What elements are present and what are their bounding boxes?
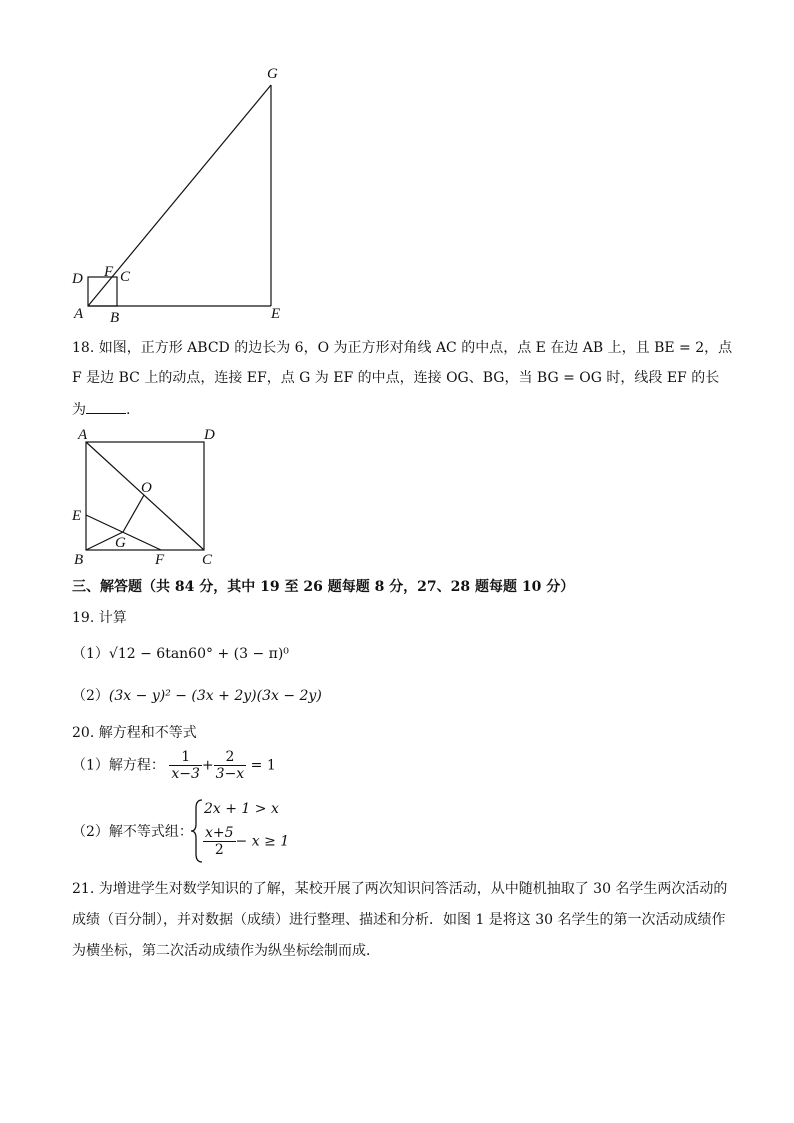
q18-line2: F 是边 BC 上的动点，连接 EF，点 G 为 EF 的中点，连接 OG、BG，当 BG = OG 时，线段 EF 的长 (72, 370, 720, 386)
q20-title: 20. 解方程和不等式 (72, 725, 197, 741)
label-A2: A (78, 427, 88, 443)
q20-rhs: = 1 (250, 757, 276, 774)
q21-line1: 21. 为增进学生对数学知识的了解，某校开展了两次知识问答活动，从中随机抽取了 30 名学生两次活动的 (72, 881, 728, 897)
label-G2: G (115, 535, 126, 551)
label-E2: E (72, 508, 82, 524)
q20-ineq2 (203, 825, 289, 858)
q20-frac2-num: 2 (214, 749, 247, 766)
label-B2: B (74, 552, 84, 568)
q19-p2-label: （2） (72, 688, 109, 704)
answer-blank[interactable] (86, 401, 126, 414)
q20-frac1-den: x−3 (171, 766, 200, 782)
q21-line2: 成绩（百分制），并对数据（成绩）进行整理、描述和分析．如图 1 是将这 30 名学生的第一次活动成绩作 (72, 912, 726, 928)
label-F: F (104, 264, 114, 280)
q21-line3: 为横坐标，第二次活动成绩作为纵坐标绘制而成． (72, 943, 380, 959)
label-G: G (267, 66, 278, 82)
label-B: B (110, 310, 120, 326)
q19-part2 (72, 689, 322, 703)
label-C2: C (202, 552, 213, 568)
label-O: O (141, 480, 152, 496)
q20-ineq1: 2x + 1 > x (204, 801, 279, 817)
q19-p1-expr: √12 − 6tan60° + (3 − π)⁰ (108, 646, 289, 662)
q20-p2-label: （2）解不等式组： (72, 824, 193, 840)
q20-part1 (72, 749, 276, 782)
q20-frac2-den: 3−x (215, 766, 245, 782)
section-3-heading: 三、解答题（共 84 分，其中 19 至 26 题每题 8 分，27、28 题每题 10 分） (72, 579, 575, 595)
q18-line3-text: 为 (72, 402, 86, 418)
q20-frac1-num: 1 (169, 749, 202, 766)
line-AG (88, 85, 271, 306)
label-F2: F (155, 552, 165, 568)
q20-p2-frac-den: 2 (214, 842, 224, 858)
label-D2: D (204, 427, 215, 443)
q19-p2-expr: (3x − y)² − (3x + 2y)(3x − 2y) (108, 688, 322, 704)
diagonal-AC (86, 442, 204, 550)
figure-square-abcd (66, 425, 226, 570)
q20-p2-frac-num: x+5 (205, 825, 234, 841)
q18-line3 (72, 401, 130, 417)
label-D: D (72, 271, 83, 287)
label-C: C (120, 269, 131, 285)
q19-part1 (72, 647, 289, 661)
label-A: A (74, 306, 84, 322)
system-brace (190, 798, 204, 864)
q20-p1-label: （1）解方程： (72, 757, 165, 774)
q19-title: 19. 计算 (72, 610, 127, 626)
q20-ineq2-rest: − x ≥ 1 (235, 833, 290, 850)
segment-OG (123, 495, 144, 532)
q20-p2-fraction (203, 825, 236, 858)
label-E: E (271, 306, 281, 322)
q18-line3-end: . (126, 402, 131, 418)
q20-p1-fraction1 (169, 749, 202, 782)
q18-line1: 18. 如图，正方形 ABCD 的边长为 6，O 为正方形对角线 AC 的中点，点 E 在边 AB 上，且 BE = 2，点 (72, 340, 733, 356)
figure-triangle-square (60, 55, 300, 330)
q20-p1-fraction2 (214, 749, 247, 782)
q19-p1-label: （1） (72, 646, 109, 662)
q20-plus: + (201, 757, 214, 774)
